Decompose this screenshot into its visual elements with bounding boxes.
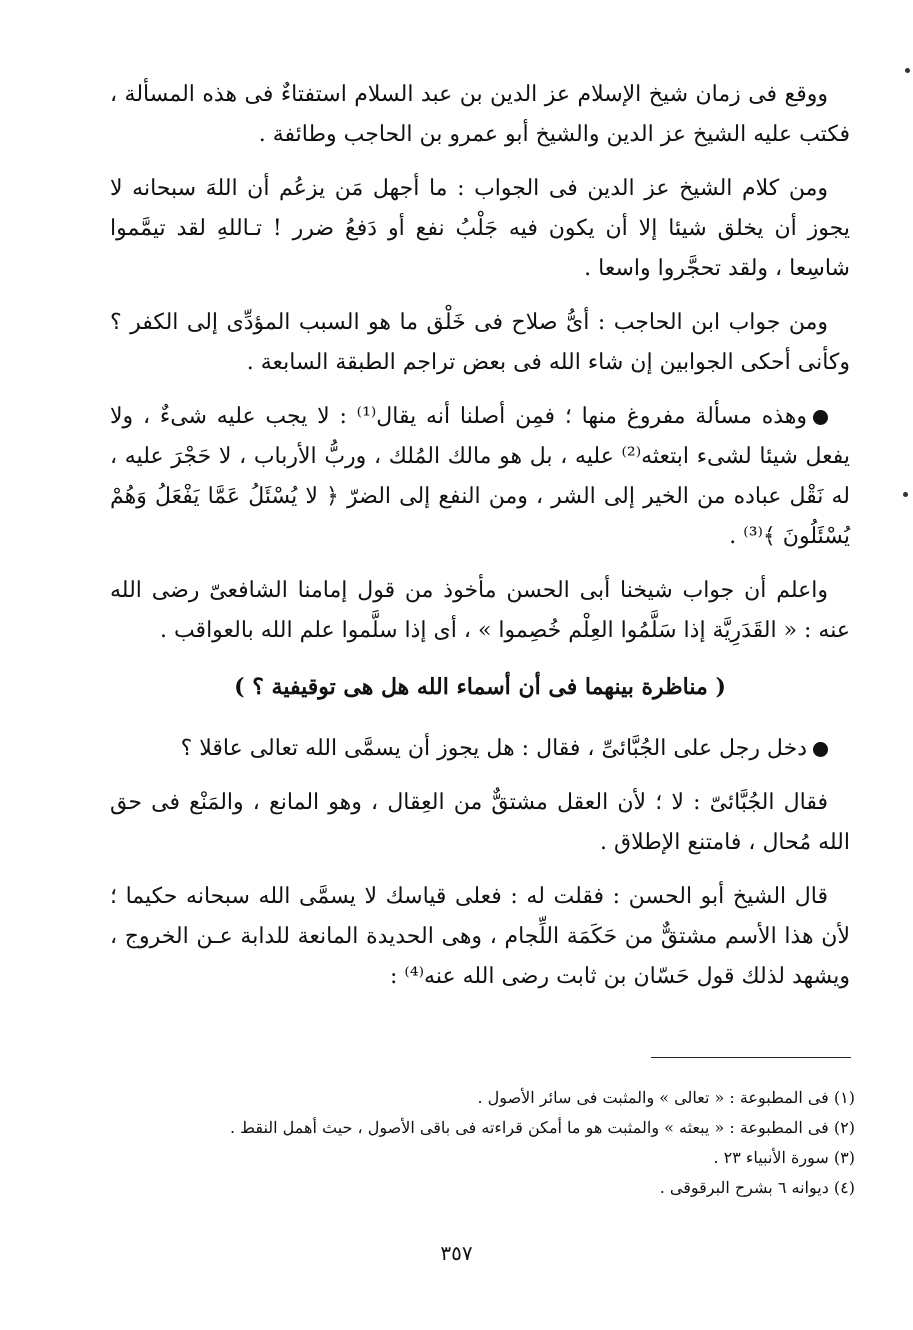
page-number: ٣٥٧ xyxy=(440,1241,473,1265)
paragraph-shafii-quote: واعلم أن جواب شيخنا أبى الحسن مأخوذ من قول إمامنا الشافعىّ رضى الله عنه : « القَدَرِيَّة إذا سَلَّمُوا العِلْم خُصِموا » ، أى إذا سلَّموا علم الله بالعواقب . xyxy=(110,578,850,643)
section-heading: ( مناظرة بينهما فى أن أسماء الله هل هى توقيفية ؟ ) xyxy=(234,674,726,700)
paragraph-jubbai-question xyxy=(110,729,850,769)
footnote-1: (١) فى المطبوعة : « تعالى » والمثبت فى سائر الأصول . xyxy=(477,1088,855,1107)
paragraph-mafrugh xyxy=(110,397,850,557)
paragraph-izz-aldin-answer: ومن كلام الشيخ عز الدين فى الجواب : ما أجهل مَن يزعُم أن اللهَ سبحانه لا يجوز أن يخلق شيئا إلا أن يكون فيه جَلْبُ نفع أو دَفعُ ضرر ! تـاللهِ لقد تيمَّموا شاسِعا ، ولقد تحجَّروا واسعا . xyxy=(110,176,850,281)
margin-dot xyxy=(903,492,908,497)
footnote-separator xyxy=(651,1057,851,1058)
bullet-icon xyxy=(813,742,828,757)
margin-dot xyxy=(905,68,910,73)
bullet-icon xyxy=(813,410,828,425)
paragraph-ibn-alhajib-answer: ومن جواب ابن الحاجب : أىُّ صلاح فى خَلْق ما هو السبب المؤدِّى إلى الكفر ؟ وكأنى أحكى الجوابين إن شاء الله فى بعض تراجم الطبقة السابعة . xyxy=(110,310,850,375)
footnote-3: (٣) سورة الأنبياء ٢٣ . xyxy=(713,1148,855,1167)
paragraph-text: دخل رجل على الجُبَّائىِّ ، فقال : هل يجوز أن يسمَّى الله تعالى عاقلا ؟ xyxy=(180,736,807,761)
paragraph-abu-alhasan-reply: قال الشيخ أبو الحسن : فقلت له : فعلى قياسك لا يسمَّى الله سبحانه حكيما ؛ لأن هذا الأسم مشتقٌّ من حَكَمَة اللِّجام ، وهى الحديدة المانعة للدابة عـن الخروج ، ويشهد لذلك قول حَسّان بن ثابت رضى الله عنه⁽⁴⁾ : xyxy=(110,884,850,989)
paragraph-jubbai-answer: فقال الجُبَّائىّ : لا ؛ لأن العقل مشتقٌّ من العِقال ، وهو المانع ، والمَنْع فى حق الله مُحال ، فامتنع الإطلاق . xyxy=(110,790,850,855)
paragraph-text: وهذه مسألة مفروغ منها ؛ فمِن أصلنا أنه يقال⁽¹⁾ : لا يجب عليه شىءٌ ، ولا يفعل شيئا لشىء ابتعثه⁽²⁾ عليه ، بل هو مالك المُلك ، وربُّ الأرباب ، لا حَجْرَ عليه ، له نَقْل عباده من الخير إلى الشر ، ومن النفع إلى الضرّ ﴿ لا يُسْئَلُ عَمَّا يَفْعَلُ وَهُمْ يُسْئَلُونَ ﴾⁽³⁾ . xyxy=(110,404,850,549)
page-body xyxy=(110,75,850,1011)
footnote-2: (٢) فى المطبوعة : « يبعثه » والمثبت هو ما أمكن قراءته فى باقى الأصول ، حيث أهمل النقط . xyxy=(229,1118,855,1137)
footnotes xyxy=(110,1083,855,1203)
paragraph-istifta: ووقع فى زمان شيخ الإسلام عز الدين بن عبد السلام استفتاءٌ فى هذه المسألة ، فكتب عليه الشيخ عز الدين والشيخ أبو عمرو بن الحاجب وطائفة . xyxy=(110,82,850,147)
footnote-4: (٤) ديوانه ٦ بشرح البرقوقى . xyxy=(659,1178,855,1197)
